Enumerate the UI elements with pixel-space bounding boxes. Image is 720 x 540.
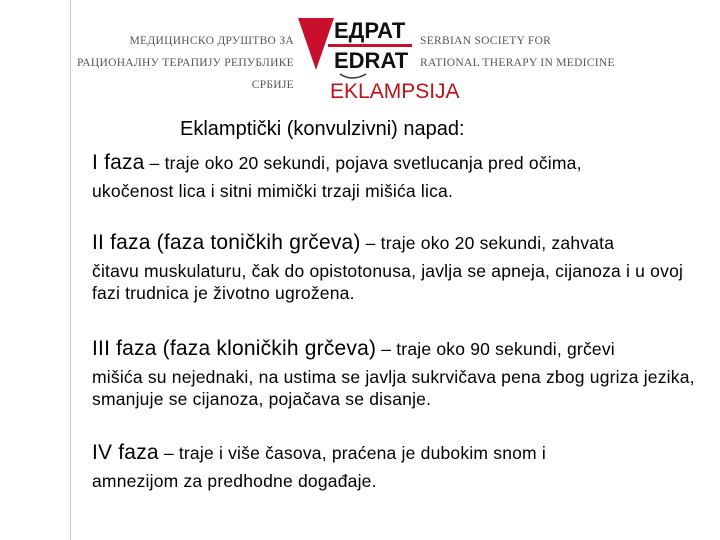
- phase-1-title: I faza: [92, 151, 145, 174]
- slide-left-rule: [70, 0, 71, 540]
- medrat-logo: [294, 8, 412, 84]
- phase-2-text-rest: čitavu muskulaturu, čak do opistotonusa, javlja se apneja, cijanoza i u ovoj fazi trudnica je životno ugrožena.: [92, 261, 684, 303]
- phase-2-text-first: – traje oko 20 sekundi, zahvata: [360, 233, 615, 253]
- logo-text-top: ЕДРАТ: [334, 18, 406, 43]
- header-left-line-2: РАЦИОНАЛНУ ТЕРАПИЈУ РЕПУБЛИКЕ СРБИЈЕ: [77, 57, 294, 91]
- phase-4-text-first: – traje i više časova, praćena je dubokim snom i: [158, 443, 546, 463]
- header-right-line-2: RATIONAL THERAPY IN MEDICINE: [420, 57, 615, 69]
- phase-1-text-first: – traje oko 20 sekundi, pojava svetlucanja pred očima,: [144, 153, 582, 173]
- phase-3-text-first: – traje oko 90 sekundi, grčevi: [376, 339, 615, 359]
- phase-3-text-rest: mišića su nejednaki, na ustima se javlja sukrvičava pena zbog ugriza jezika, smanjuje se cijanoza, pojačava se disanje.: [92, 367, 695, 409]
- society-header: [72, 8, 720, 91]
- phase-4-text-rest: amnezijom za predhodne događaje.: [92, 471, 377, 491]
- header-right-line-1: SERBIAN SOCIETY FOR: [420, 35, 552, 47]
- phase-1-text-rest: ukočenost lica i sitni mimički trzaji mišića lica.: [92, 181, 454, 201]
- slide-subtitle: Eklamptički (konvulzivni) napad:: [180, 118, 465, 140]
- phase-4-title: IV faza: [92, 441, 159, 464]
- header-serbian-name: [72, 30, 294, 96]
- phase-2-paragraph: [92, 232, 712, 304]
- slide-title: EKLAMPSIJA: [330, 80, 460, 103]
- phase-3-paragraph: [92, 338, 712, 410]
- phase-3-title: III faza (faza kloničkih grčeva): [92, 337, 377, 360]
- phase-1-paragraph: [92, 152, 712, 202]
- logo-text-bottom: EDRAT: [334, 48, 409, 73]
- phase-2-title: II faza (faza toničkih grčeva): [92, 231, 361, 254]
- header-english-name: [420, 30, 720, 74]
- header-left-line-1: МЕДИЦИНСКО ДРУШТВО ЗА: [129, 35, 294, 47]
- phase-4-paragraph: [92, 442, 712, 492]
